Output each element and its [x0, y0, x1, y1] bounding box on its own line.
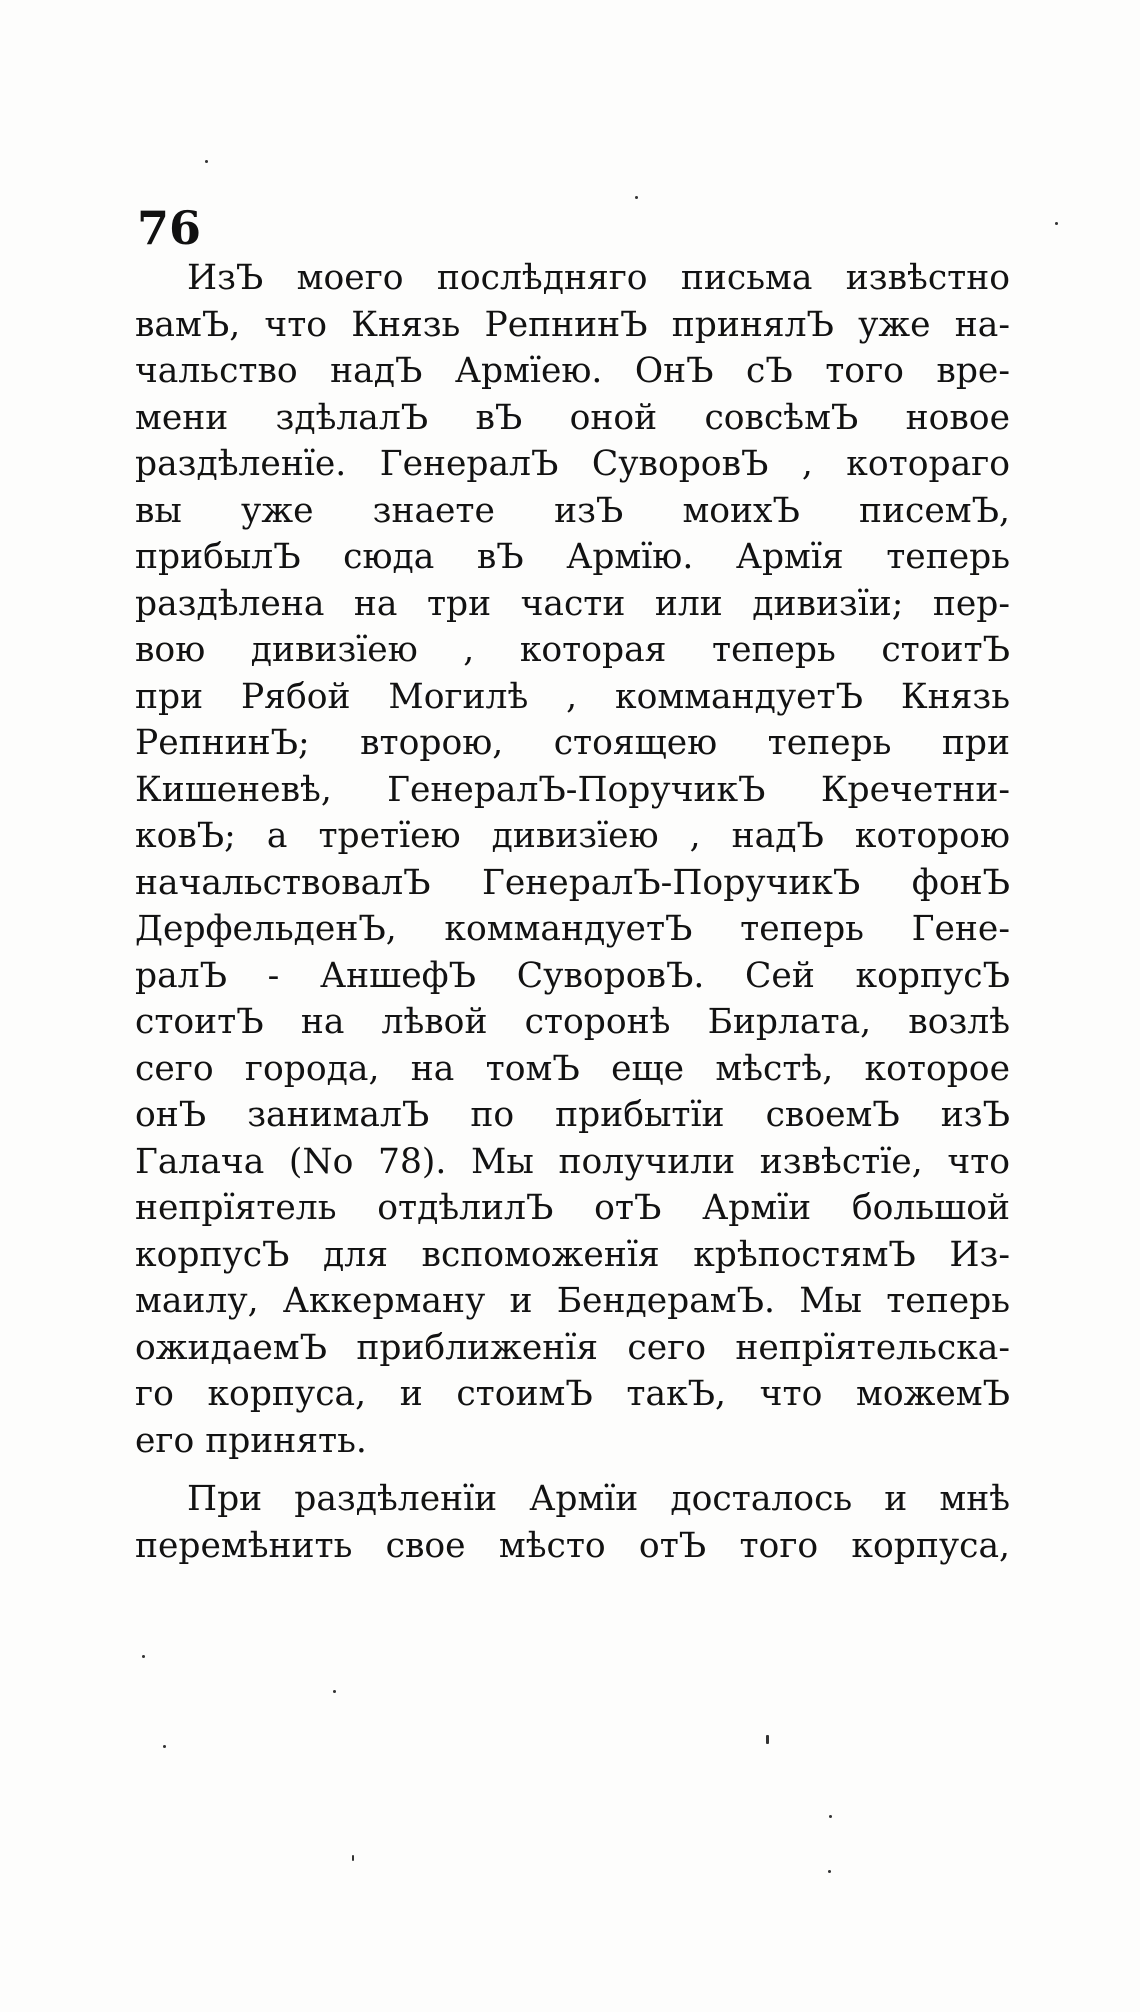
- text-line: прибылЪ сюда вЪ Армїю. Армїя теперь: [135, 537, 1010, 577]
- scan-speck: [163, 1745, 166, 1748]
- text-line: онЪ занималЪ по прибытїи своемЪ изЪ: [135, 1095, 1010, 1135]
- text-line: вы уже знаете изЪ моихЪ писемЪ,: [135, 490, 1010, 531]
- text-line: при Рябой Могилѣ , коммандуетЪ Князь: [135, 676, 1010, 717]
- text-line: корпусЪ для вспоможенїя крѣпостямЪ Из-: [135, 1234, 1010, 1275]
- paragraph-1: [135, 255, 1010, 1464]
- scan-speck: [1055, 222, 1058, 225]
- text-line: ралЪ - АншефЪ СуворовЪ. Сей корпусЪ: [135, 955, 1010, 996]
- body-text: [135, 255, 1010, 1569]
- scan-speck: [142, 1655, 145, 1658]
- text-line: Галача (No 78). Мы получили извѣстїе, что: [135, 1141, 1010, 1182]
- scan-speck: [829, 1815, 832, 1818]
- scan-speck: [333, 1690, 336, 1693]
- text-line: раздѣлена на три части или дивизїи; пер-: [135, 583, 1010, 624]
- text-line: непрїятель отдѣлилЪ отЪ Армїи большой: [135, 1188, 1010, 1228]
- text-line: раздѣленїе. ГенералЪ СуворовЪ , котораго: [135, 444, 1010, 484]
- text-line: ожидаемЪ приближенїя сего непрїятельска-: [135, 1327, 1010, 1368]
- text-line: го корпуса, и стоимЪ такЪ, что можемЪ: [135, 1374, 1010, 1414]
- text-line: ковЪ; а третїею дивизїею , надЪ которою: [135, 816, 1010, 856]
- text-line: маилу, Аккерману и БендерамЪ. Мы теперь: [135, 1281, 1010, 1321]
- scan-speck: [828, 1870, 831, 1873]
- text-line: ИзЪ моего послѣдняго письма извѣстно: [187, 258, 1010, 298]
- text-line: При раздѣленїи Армїи досталось и мнѣ: [187, 1479, 1010, 1519]
- text-line: его принять.: [135, 1420, 367, 1461]
- paragraph-2: [135, 1476, 1010, 1569]
- scan-speck: [352, 1855, 354, 1861]
- text-line: ДерфельденЪ, коммандуетЪ теперь Гене-: [135, 909, 1010, 949]
- text-line: РепнинЪ; второю, стоящею теперь при: [135, 723, 1010, 763]
- text-line: стоитЪ на лѣвой сторонѣ Бирлата, возлѣ: [135, 1002, 1010, 1042]
- scan-speck: [205, 160, 208, 163]
- page-number: 76: [137, 201, 202, 255]
- scan-speck: [766, 1735, 769, 1744]
- scan-speck: [635, 196, 638, 199]
- text-line: начальствовалЪ ГенералЪ-ПоручикЪ фонЪ: [135, 862, 1010, 903]
- text-line: Кишеневѣ, ГенералЪ-ПоручикЪ Кречетни-: [135, 769, 1010, 810]
- text-line: вою дивизїею , которая теперь стоитЪ: [135, 630, 1010, 670]
- text-line: сего города, на томЪ еще мѣстѣ, которое: [135, 1048, 1010, 1089]
- text-line: перемѣнить свое мѣсто отЪ того корпуса,: [135, 1525, 1010, 1566]
- text-line: вамЪ, что Князь РепнинЪ принялЪ уже на-: [135, 304, 1010, 345]
- text-line: мени здѣлалЪ вЪ оной совсѣмЪ новое: [135, 397, 1010, 438]
- text-line: чальство надЪ Армїею. ОнЪ сЪ того вре-: [135, 351, 1010, 391]
